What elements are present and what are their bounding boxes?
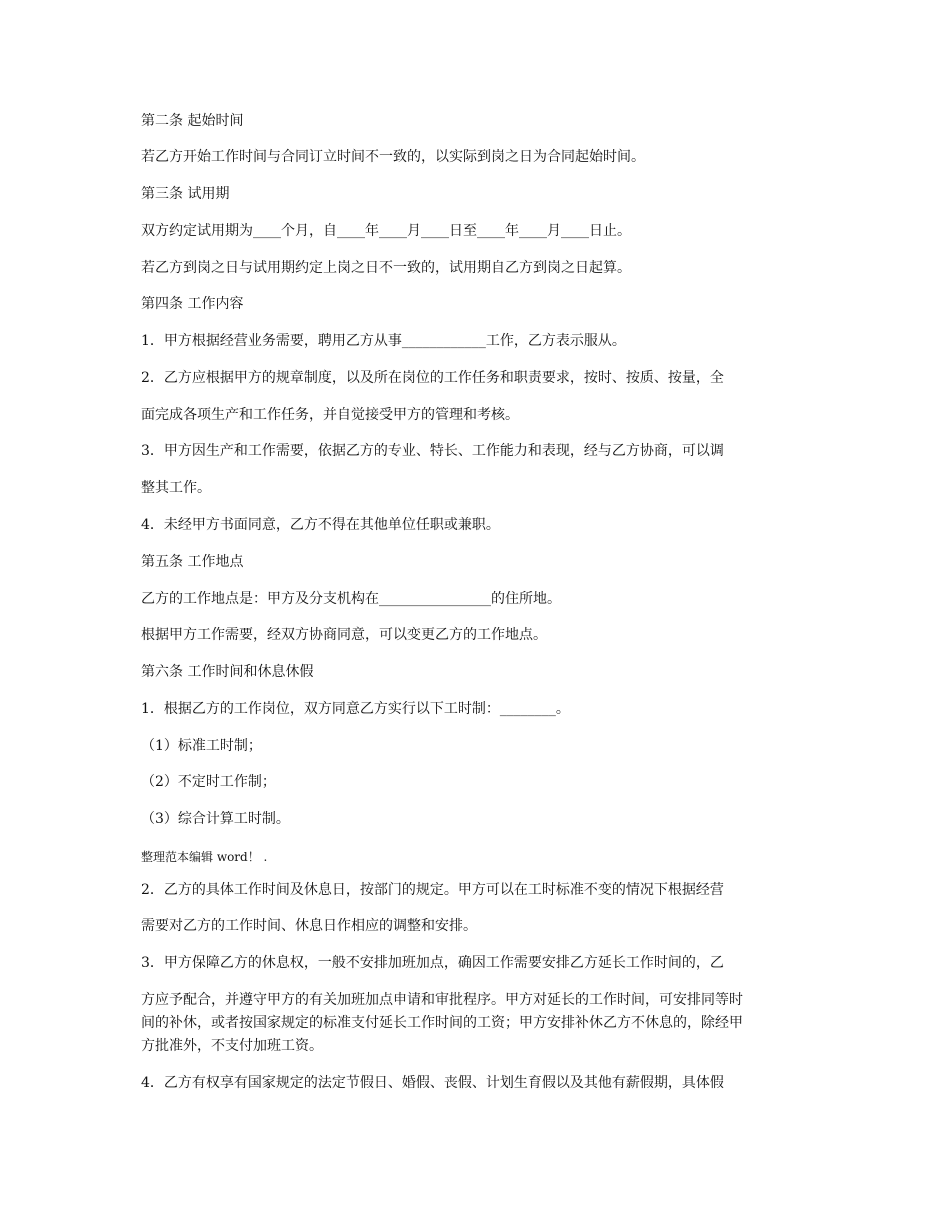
paragraph-continuation: 需要对乙方的工作时间、休息日作相应的调整和安排。 bbox=[141, 918, 477, 934]
sub-item: （2）不定时工作制； bbox=[141, 774, 276, 790]
paragraph-continuation: 整其工作。 bbox=[141, 480, 211, 496]
article-5-heading: 第五条 工作地点 bbox=[141, 554, 244, 570]
paragraph-continuation: 间的补休，或者按国家规定的标准支付延长工作时间的工资；甲方安排补休乙方不休息的，除经甲 bbox=[141, 1015, 743, 1031]
list-item: 1．根据乙方的工作岗位，双方同意乙方实行以下工时制：________。 bbox=[141, 701, 570, 717]
paragraph-continuation: 方应予配合，并遵守甲方的有关加班加点申请和审批程序。甲方对延长的工作时间，可安排同等时 bbox=[141, 992, 743, 1008]
watermark-note: 整理范本编辑 word！ . bbox=[141, 850, 268, 864]
article-2-heading: 第二条 起始时间 bbox=[141, 113, 244, 129]
article-3-heading: 第三条 试用期 bbox=[141, 186, 230, 202]
paragraph: 乙方的工作地点是：甲方及分支机构在________________的住所地。 bbox=[141, 591, 561, 607]
paragraph: 双方约定试用期为____个月，自____年____月____日至____年____月____日止。 bbox=[141, 223, 631, 239]
list-item: 3．甲方保障乙方的休息权，一般不安排加班加点，确因工作需要安排乙方延长工作时间的，乙 bbox=[141, 955, 724, 971]
article-4-heading: 第四条 工作内容 bbox=[141, 296, 244, 312]
sub-item: （1）标准工时制； bbox=[141, 738, 262, 754]
list-item: 1．甲方根据经营业务需要，聘用乙方从事____________工作，乙方表示服从。 bbox=[141, 333, 626, 349]
paragraph: 若乙方开始工作时间与合同订立时间不一致的，以实际到岗之日为合同起始时间。 bbox=[141, 149, 645, 165]
list-item: 4．乙方有权享有国家规定的法定节假日、婚假、丧假、计划生育假以及其他有薪假期，具体假 bbox=[141, 1075, 724, 1091]
paragraph-continuation: 方批准外，不支付加班工资。 bbox=[141, 1038, 323, 1054]
paragraph: 若乙方到岗之日与试用期约定上岗之日不一致的，试用期自乙方到岗之日起算。 bbox=[141, 260, 631, 276]
list-item: 4．未经甲方书面同意，乙方不得在其他单位任职或兼职。 bbox=[141, 517, 500, 533]
sub-item: （3）综合计算工时制。 bbox=[141, 811, 290, 827]
list-item: 3．甲方因生产和工作需要，依据乙方的专业、特长、工作能力和表现，经与乙方协商，可以调 bbox=[141, 443, 724, 459]
list-item: 2．乙方应根据甲方的规章制度，以及所在岗位的工作任务和职责要求，按时、按质、按量，全 bbox=[141, 370, 724, 386]
article-6-heading: 第六条 工作时间和休息休假 bbox=[141, 664, 314, 680]
list-item: 2．乙方的具体工作时间及休息日，按部门的规定。甲方可以在工时标准不变的情况下根据经营 bbox=[141, 882, 724, 898]
paragraph-continuation: 面完成各项生产和工作任务，并自觉接受甲方的管理和考核。 bbox=[141, 407, 519, 423]
paragraph: 根据甲方工作需要，经双方协商同意，可以变更乙方的工作地点。 bbox=[141, 627, 547, 643]
